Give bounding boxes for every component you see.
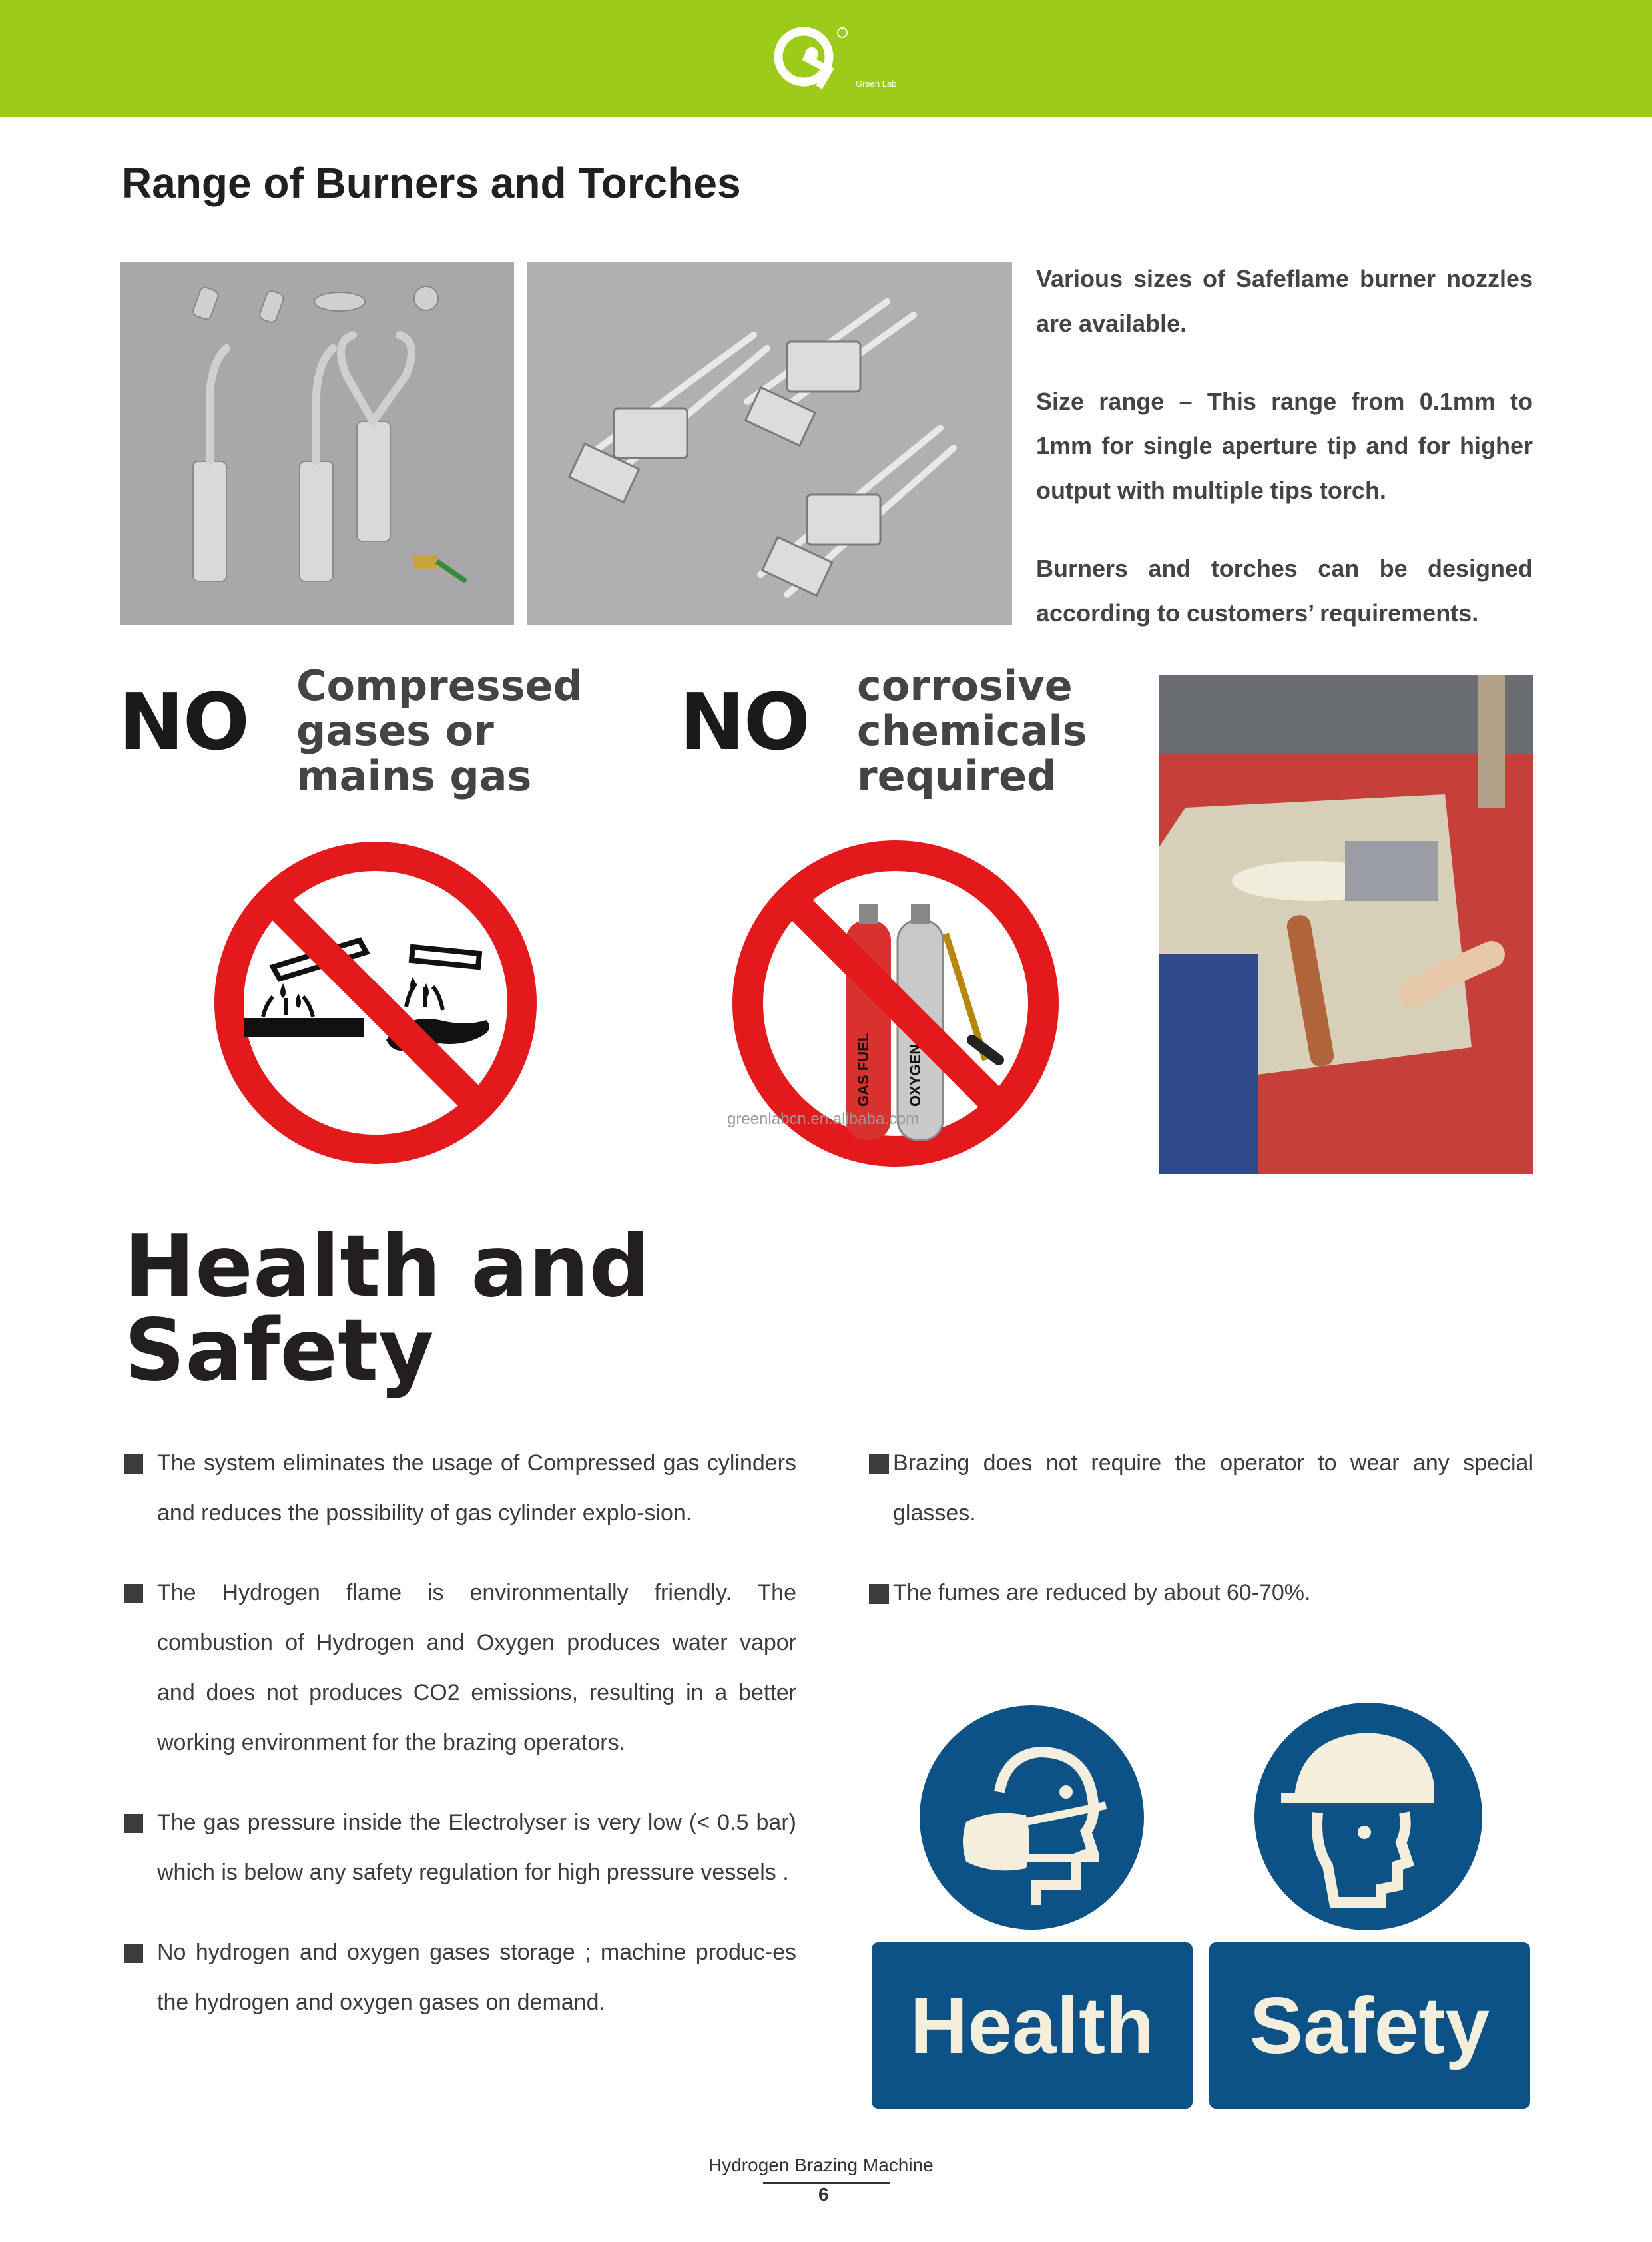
dust-mask-sign-icon: [920, 1705, 1144, 1930]
list-item: [869, 1438, 1533, 1538]
no-text-line: corrosive: [857, 661, 1073, 710]
bullet-text: Brazing does not require the operator to wear any special glasses.: [893, 1450, 1533, 1526]
title-line: Safety: [124, 1301, 434, 1400]
right-bullet-list: [869, 1438, 1533, 1648]
left-bullet-list: [124, 1438, 796, 2058]
bullet-square-icon: [124, 1814, 143, 1833]
watermark: greenlabcn.en.alibaba.com: [727, 1110, 920, 1128]
list-item: [124, 1438, 796, 1538]
section-title: Range of Burners and Torches: [121, 159, 741, 207]
no-text-line: gases or: [296, 706, 494, 755]
intro-text: [1036, 256, 1533, 669]
bullet-text: No hydrogen and oxygen gases storage ; machine produc-es the hydrogen and oxygen gases on demand.: [157, 1940, 796, 2015]
multi-tip-torches-photo: [527, 262, 1012, 625]
no-corrosive-chemicals-text: [857, 663, 1163, 799]
bullet-square-icon: [124, 1944, 143, 1963]
no-label: NO: [679, 676, 810, 768]
list-item: [124, 1568, 796, 1768]
list-item: [124, 1798, 796, 1898]
no-compressed-gases-text: [296, 663, 656, 799]
burner-nozzles-photo: [120, 262, 514, 625]
no-text-line: required: [857, 752, 1057, 800]
bullet-square-icon: [124, 1584, 143, 1603]
bullet-square-icon: [869, 1454, 889, 1474]
no-text-line: Compressed: [296, 661, 583, 710]
bullet-text: The system eliminates the usage of Compressed gas cylinders and reduces the possibility of gas cylinder explo-sion.: [157, 1450, 796, 1526]
list-item: [869, 1568, 1533, 1618]
no-text-line: mains gas: [296, 752, 532, 800]
no-label: NO: [119, 676, 249, 768]
brazing-workbench-photo: [1159, 675, 1533, 1174]
hard-hat-sign-icon: [1254, 1703, 1482, 1930]
bullet-text: The gas pressure inside the Electrolyser is very low (< 0.5 bar) which is below any safety regulation for high pressure vessels .: [157, 1810, 796, 1885]
intro-paragraph: Burners and torches can be designed according to customers’ requirements.: [1036, 555, 1533, 627]
bullet-text: The fumes are reduced by about 60-70%.: [893, 1580, 1311, 1605]
title-line: Health and: [124, 1217, 651, 1316]
gas-fuel-label: GAS FUEL: [855, 1032, 872, 1107]
logo-text: Green Lab: [856, 79, 897, 89]
bullet-text: The Hydrogen flame is environmentally friendly. The combustion of Hydrogen and Oxygen produces water vapor and does not produces CO2 emissions, resulting in a better working environment for the brazing operators.: [157, 1580, 796, 1755]
page-number: 6: [818, 2184, 829, 2205]
footer-title: Hydrogen Brazing Machine: [708, 2155, 934, 2175]
bullet-square-icon: [124, 1454, 143, 1474]
no-corrosive-chemicals-sign-icon: [213, 840, 538, 1165]
intro-paragraph: Size range – This range from 0.1mm to 1mm for single aperture tip and for higher output with multiple tips torch.: [1036, 388, 1533, 504]
bullet-square-icon: [869, 1584, 889, 1604]
no-text-line: chemicals: [857, 706, 1087, 755]
health-sign: Health: [872, 1942, 1193, 2109]
health-safety-title: [124, 1217, 651, 1400]
list-item: [124, 1928, 796, 2028]
intro-paragraph: Various sizes of Safeflame burner nozzles are available.: [1036, 265, 1533, 337]
safety-sign: Safety: [1209, 1942, 1530, 2109]
oxygen-label: OXYGEN: [907, 1043, 924, 1107]
